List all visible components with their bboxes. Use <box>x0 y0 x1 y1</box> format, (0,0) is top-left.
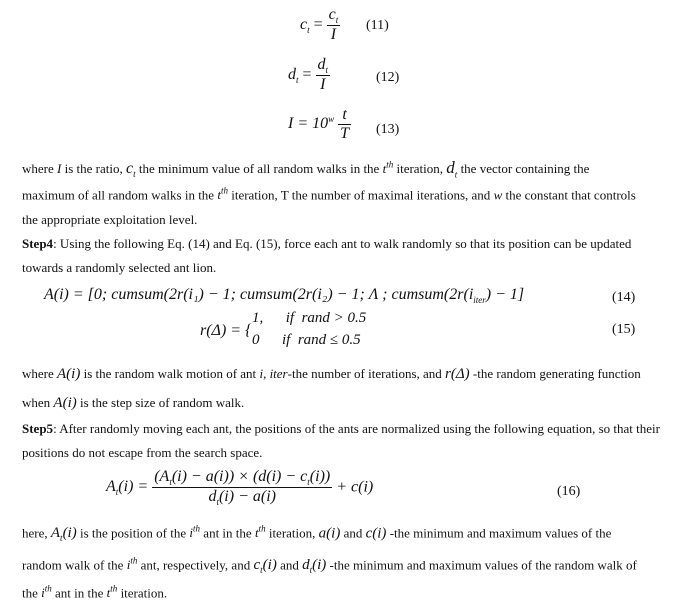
eq16-fraction: $\frac{(A_t(i) - a(i)) \times (d(i) - c_t(i))}{d_t(i) - a(i)}$ <box>154 468 331 508</box>
equation-15-lhs: r(Δ) = { <box>200 322 252 339</box>
eq12-label: (12) <box>376 70 400 85</box>
paragraph-3-line-1: here, $A_t(i)$ is the position of the $i^{th}$ ant in the $t^{th}$ iteration, a(i) and c(i) -the minimum and maximum values of the <box>22 524 612 544</box>
paragraph-3-line-2: random walk of the $i^{th}$ ant, respectively, and $c_t(i)$ and $d_t(i)$ -the minimum and maximum values of the random walk of <box>22 556 637 576</box>
step4-label: Step4 <box>22 236 54 251</box>
eq11-label: (11) <box>366 18 389 33</box>
eq13-label: (13) <box>376 122 400 137</box>
equation-16: $A_t(i)$ = $\frac{(A_t(i) - a(i)) \times (d(i) - c_t(i))}{d_t(i) - a(i)}$ + c(i) <box>106 468 374 508</box>
equation-13: $I = 10^w$ $\frac{t}{T}$ <box>288 106 350 142</box>
equation-12: $d_t$ = $\frac{d_t}{I}$ <box>288 56 329 94</box>
paragraph-1-line-1: where I is the ratio, $c_t$ the minimum value of all random walks in the $t^{th}$ iteration, $d_t$ the vector containing the <box>22 158 590 180</box>
step4-line-1: Step4: Using the following Eq. (14) and Eq. (15), force each ant to walk randomly so that its position can be updated <box>22 236 632 251</box>
paragraph-1-line-3: the appropriate exploitation level. <box>22 212 198 227</box>
step5-line-2: positions do not escape from the search space. <box>22 445 263 460</box>
eq16-label: (16) <box>557 484 581 499</box>
equation-15-case-2: 0 if rand ≤ 0.5 <box>252 332 361 348</box>
step5-label: Step5 <box>22 421 54 436</box>
paragraph-2-line-1: where A(i) is the random walk motion of ant i, iter-the number of iterations, and r(Δ) -the random generating function <box>22 366 641 382</box>
equation-11: $c_t$ = $\frac{c_t}{I}$ <box>300 6 339 44</box>
equation-14: A(i) = [0; cumsum(2r(i₁) − 1; cumsum(2r(i₂) − 1; Λ ; $cumsum(2r(i_{iter}) - 1]$ <box>44 286 525 306</box>
eq13-fraction: $\frac{t}{T}$ <box>340 106 350 142</box>
paragraph-3-line-3: the $i^{th}$ ant in the $t^{th}$ iteration. <box>22 584 168 601</box>
equation-15-case-1: 1, if rand > 0.5 <box>252 310 367 326</box>
step4-line-2: towards a randomly selected ant lion. <box>22 260 217 275</box>
eq12-fraction: $\frac{d_t}{I}$ <box>317 56 329 94</box>
eq11-fraction: $\frac{c_t}{I}$ <box>328 6 339 44</box>
eq16-lhs: $A_t(i)$ = <box>106 478 149 498</box>
eq14-label: (14) <box>612 290 636 305</box>
paragraph-1-line-2: maximum of all random walks in the $t^{th}$ iteration, T the number of maximal iterations, and w the constant that controls <box>22 186 636 203</box>
step5-line-1: Step5: After randomly moving each ant, the positions of the ants are normalized using the following equation, so that their <box>22 421 660 436</box>
eq15-label: (15) <box>612 322 636 337</box>
eq11-lhs: $c_t$ <box>300 15 310 35</box>
paragraph-2-line-2: when A(i) is the step size of random walk. <box>22 395 245 411</box>
